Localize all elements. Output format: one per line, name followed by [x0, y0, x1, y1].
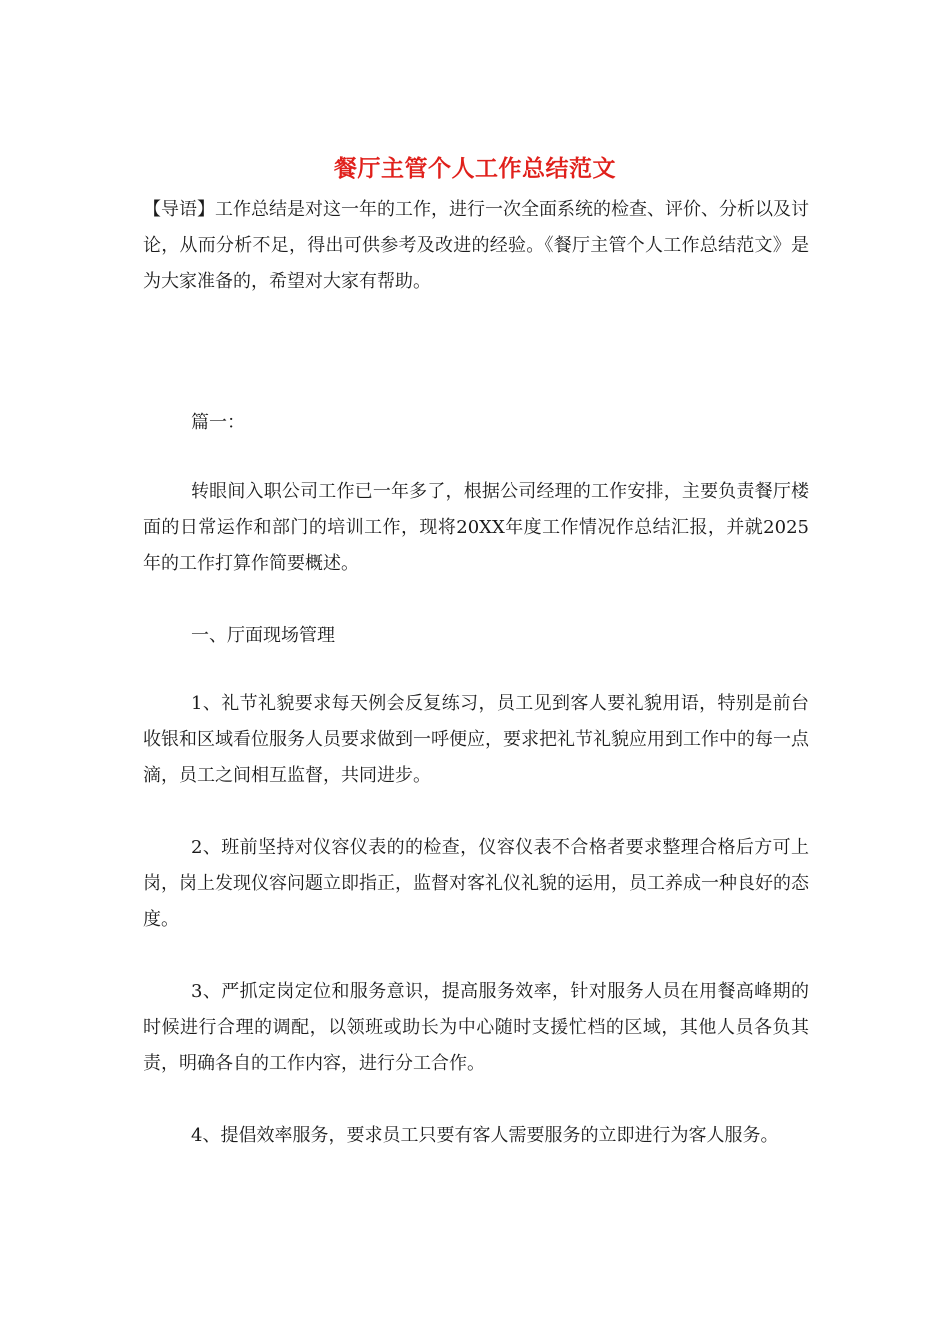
list-item: 1、礼节礼貌要求每天例会反复练习，员工见到客人要礼貌用语，特别是前台收银和区域看位服务人员要求做到一呼便应，要求把礼节礼貌应用到工作中的每一点滴，员工之间相互监督，共同进步。	[143, 693, 809, 786]
section-label: 篇一：	[191, 412, 245, 433]
section-heading: 一、厅面现场管理	[191, 625, 335, 646]
body-paragraph: 转眼间入职公司工作已一年多了，根据公司经理的工作安排，主要负责餐厅楼面的日常运作和部门的培训工作，现将20XX年度工作情况作总结汇报，并就2025年的工作打算作简要概述。	[143, 481, 809, 574]
list-item: 4、提倡效率服务，要求员工只要有客人需要服务的立即进行为客人服务。	[191, 1125, 779, 1146]
list-item: 3、严抓定岗定位和服务意识，提高服务效率，针对服务人员在用餐高峰期的时候进行合理的调配，以领班或助长为中心随时支援忙档的区域，其他人员各负其责，明确各自的工作内容，进行分工合作。	[143, 981, 809, 1074]
document-title: 餐厅主管个人工作总结范文	[334, 155, 616, 182]
list-item: 2、班前坚持对仪容仪表的的检查，仪容仪表不合格者要求整理合格后方可上岗，岗上发现仪容问题立即指正，监督对客礼仪礼貌的运用，员工养成一种良好的态度。	[143, 837, 809, 930]
intro-paragraph: 【导语】工作总结是对这一年的工作，进行一次全面系统的检查、评价、分析以及讨论，从而分析不足，得出可供参考及改进的经验。《餐厅主管个人工作总结范文》是为大家准备的，希望对大家有帮助。	[143, 199, 809, 292]
